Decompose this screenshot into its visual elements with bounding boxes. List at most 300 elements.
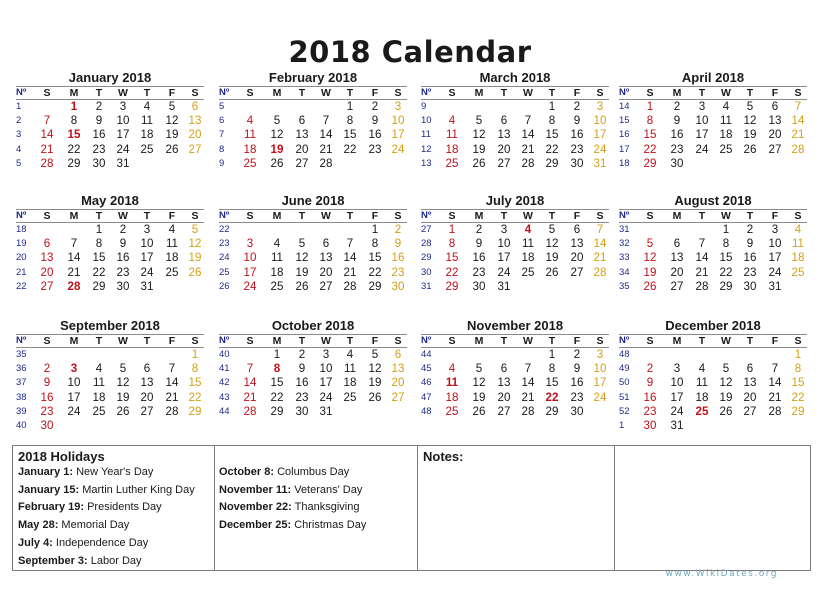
week-number: 52 bbox=[619, 405, 630, 417]
day-cell: 13 bbox=[497, 376, 511, 390]
weekday-header bbox=[16, 86, 204, 100]
day-cell: 9 bbox=[119, 237, 127, 251]
week-row bbox=[619, 376, 807, 390]
page-title: 2018 Calendar bbox=[288, 35, 532, 69]
notes-label: Notes: bbox=[423, 449, 464, 464]
day-cell: 16 bbox=[570, 128, 584, 142]
week-number: 31 bbox=[421, 280, 432, 292]
week-number: 27 bbox=[421, 224, 432, 235]
weekday-label: T bbox=[500, 87, 508, 99]
day-cell: 8 bbox=[548, 362, 556, 376]
day-cell: 28 bbox=[319, 156, 333, 170]
day-cell: 20 bbox=[570, 251, 584, 265]
day-cell: 22 bbox=[719, 265, 733, 279]
day-cell: 30 bbox=[391, 279, 405, 293]
day-cell: 20 bbox=[40, 265, 54, 279]
day-cell: 8 bbox=[191, 362, 199, 376]
weekday-label: S bbox=[43, 87, 51, 99]
day-cell: 17 bbox=[497, 251, 511, 265]
weekday-label: S bbox=[394, 87, 402, 99]
day-cell: 4 bbox=[95, 362, 103, 376]
day-cell: 18 bbox=[719, 128, 733, 142]
day-cell: 30 bbox=[570, 156, 584, 170]
day-cell: 7 bbox=[70, 237, 78, 251]
day-cell: 15 bbox=[67, 128, 81, 142]
week-row bbox=[16, 251, 204, 265]
day-cell: 2 bbox=[394, 223, 402, 236]
week-number: 4 bbox=[16, 143, 22, 155]
week-row bbox=[421, 376, 609, 390]
week-number: 5 bbox=[219, 101, 225, 112]
weekday-label: F bbox=[168, 87, 176, 99]
day-cell: 20 bbox=[497, 142, 511, 156]
holiday-name: Memorial Day bbox=[58, 519, 130, 532]
day-cell: 22 bbox=[545, 142, 559, 156]
week-number: 40 bbox=[16, 419, 27, 431]
day-cell: 13 bbox=[40, 251, 54, 265]
weekday-label: M bbox=[272, 87, 282, 99]
day-cell: 9 bbox=[673, 114, 681, 128]
weekday-label: S bbox=[191, 210, 199, 222]
week-number: 15 bbox=[619, 115, 630, 127]
day-cell: 1 bbox=[371, 223, 379, 236]
day-cell: 19 bbox=[545, 251, 559, 265]
day-cell: 5 bbox=[298, 237, 306, 251]
day-cell: 3 bbox=[322, 348, 330, 361]
weekday-label: S bbox=[646, 210, 654, 222]
day-cell: 13 bbox=[140, 376, 154, 390]
weekday-label: T bbox=[298, 87, 306, 99]
holiday-date: November 11: bbox=[219, 483, 292, 496]
day-cell: 14 bbox=[40, 128, 54, 142]
week-row bbox=[619, 266, 807, 280]
week-number-header: Nº bbox=[16, 87, 27, 98]
holiday-item bbox=[219, 484, 362, 496]
week-number: 5 bbox=[16, 157, 22, 169]
week-row bbox=[421, 405, 609, 419]
day-cell: 14 bbox=[343, 251, 357, 265]
week-number: 18 bbox=[16, 224, 27, 235]
day-cell: 27 bbox=[768, 142, 782, 156]
weekday-label: S bbox=[596, 335, 604, 347]
week-row bbox=[219, 405, 407, 419]
weekday-label: W bbox=[118, 210, 128, 222]
week-number-header: Nº bbox=[16, 335, 27, 346]
day-cell: 1 bbox=[794, 348, 802, 361]
week-row bbox=[421, 266, 609, 280]
holiday-item bbox=[18, 519, 129, 531]
week-number: 31 bbox=[619, 224, 630, 235]
day-cell: 31 bbox=[670, 418, 684, 432]
week-number: 29 bbox=[421, 252, 432, 264]
weekday-label: S bbox=[246, 335, 254, 347]
weekday-label: T bbox=[548, 210, 556, 222]
day-cell: 19 bbox=[270, 142, 284, 156]
day-cell: 2 bbox=[95, 100, 103, 113]
day-cell: 25 bbox=[719, 142, 733, 156]
day-cell: 4 bbox=[722, 100, 730, 113]
day-cell: 7 bbox=[322, 114, 330, 128]
day-cell: 11 bbox=[695, 376, 709, 390]
day-cell: 16 bbox=[670, 128, 684, 142]
day-cell: 8 bbox=[273, 362, 281, 376]
day-cell: 7 bbox=[524, 362, 532, 376]
weekday-header bbox=[421, 334, 609, 348]
day-cell: 24 bbox=[670, 404, 684, 418]
day-cell: 8 bbox=[722, 237, 730, 251]
day-cell: 2 bbox=[746, 223, 754, 236]
day-cell: 10 bbox=[768, 237, 782, 251]
day-cell: 29 bbox=[445, 279, 459, 293]
weekday-header bbox=[219, 334, 407, 348]
day-cell: 2 bbox=[673, 100, 681, 113]
day-cell: 23 bbox=[570, 390, 584, 404]
week-row bbox=[16, 114, 204, 128]
day-cell: 21 bbox=[40, 142, 54, 156]
day-cell: 18 bbox=[243, 142, 257, 156]
day-cell: 20 bbox=[768, 128, 782, 142]
weekday-label: T bbox=[95, 335, 103, 347]
day-cell: 1 bbox=[722, 223, 730, 236]
day-cell: 31 bbox=[116, 156, 130, 170]
day-cell: 23 bbox=[743, 265, 757, 279]
weekday-header bbox=[619, 334, 807, 348]
day-cell: 4 bbox=[168, 223, 176, 236]
week-number: 24 bbox=[219, 252, 230, 264]
weekday-label: T bbox=[143, 335, 151, 347]
holiday-name: Veterans' Day bbox=[291, 483, 363, 496]
day-cell: 12 bbox=[188, 237, 202, 251]
day-cell: 9 bbox=[573, 114, 581, 128]
month-7 bbox=[619, 194, 807, 294]
day-cell: 28 bbox=[791, 142, 805, 156]
holiday-name: Columbus Day bbox=[274, 466, 350, 478]
day-cell: 11 bbox=[92, 376, 106, 390]
day-cell: 14 bbox=[319, 128, 333, 142]
month-name: April 2018 bbox=[681, 70, 745, 85]
week-number: 26 bbox=[219, 280, 230, 292]
day-cell: 28 bbox=[343, 279, 357, 293]
week-number: 23 bbox=[219, 238, 230, 250]
weekday-label: S bbox=[646, 87, 654, 99]
day-cell: 9 bbox=[298, 362, 306, 376]
weekday-label: S bbox=[394, 210, 402, 222]
month-name: July 2018 bbox=[485, 193, 545, 208]
day-cell: 22 bbox=[545, 390, 559, 404]
day-cell: 23 bbox=[391, 265, 405, 279]
day-cell: 3 bbox=[500, 223, 508, 236]
week-row bbox=[16, 391, 204, 405]
day-cell: 28 bbox=[40, 156, 54, 170]
day-cell: 12 bbox=[545, 237, 559, 251]
day-cell: 16 bbox=[472, 251, 486, 265]
day-cell: 11 bbox=[791, 237, 805, 251]
day-cell: 17 bbox=[695, 128, 709, 142]
day-cell: 20 bbox=[670, 265, 684, 279]
day-cell: 16 bbox=[295, 376, 309, 390]
week-number: 50 bbox=[619, 377, 630, 389]
week-row bbox=[619, 405, 807, 419]
day-cell: 31 bbox=[593, 156, 607, 170]
day-cell: 12 bbox=[719, 376, 733, 390]
week-number: 48 bbox=[619, 349, 630, 360]
day-cell: 10 bbox=[140, 237, 154, 251]
month-5 bbox=[219, 194, 407, 294]
week-row bbox=[219, 280, 407, 294]
day-cell: 30 bbox=[40, 418, 54, 432]
day-cell: 5 bbox=[746, 100, 754, 113]
week-row bbox=[619, 362, 807, 376]
day-cell: 10 bbox=[695, 114, 709, 128]
weekday-label: S bbox=[794, 335, 802, 347]
day-cell: 21 bbox=[165, 390, 179, 404]
week-row bbox=[619, 251, 807, 265]
week-row bbox=[16, 405, 204, 419]
day-cell: 29 bbox=[643, 156, 657, 170]
month-name: December 2018 bbox=[665, 318, 761, 333]
weekday-label: T bbox=[500, 335, 508, 347]
holiday-item bbox=[18, 537, 148, 549]
day-cell: 27 bbox=[391, 390, 405, 404]
weekday-label: W bbox=[523, 335, 533, 347]
day-cell: 6 bbox=[746, 362, 754, 376]
day-cell: 11 bbox=[165, 237, 179, 251]
weekday-label: M bbox=[69, 335, 79, 347]
week-row bbox=[421, 128, 609, 142]
weekday-label: M bbox=[672, 87, 682, 99]
day-cell: 26 bbox=[472, 404, 486, 418]
day-cell: 21 bbox=[521, 390, 535, 404]
day-cell: 8 bbox=[548, 114, 556, 128]
day-cell: 1 bbox=[548, 348, 556, 361]
day-cell: 4 bbox=[273, 237, 281, 251]
day-cell: 2 bbox=[298, 348, 306, 361]
day-cell: 29 bbox=[188, 404, 202, 418]
month-name: February 2018 bbox=[268, 70, 358, 85]
day-cell: 25 bbox=[521, 265, 535, 279]
week-row bbox=[16, 376, 204, 390]
day-cell: 7 bbox=[524, 114, 532, 128]
day-cell: 25 bbox=[791, 265, 805, 279]
day-cell: 4 bbox=[143, 100, 151, 113]
day-cell: 29 bbox=[368, 279, 382, 293]
holiday-date: January 15: bbox=[18, 483, 80, 496]
holiday-item bbox=[219, 519, 366, 531]
day-cell: 5 bbox=[119, 362, 127, 376]
holiday-name: Independence Day bbox=[52, 536, 149, 549]
day-cell: 11 bbox=[270, 251, 284, 265]
weekday-label: M bbox=[672, 210, 682, 222]
day-cell: 19 bbox=[643, 265, 657, 279]
day-cell: 26 bbox=[270, 156, 284, 170]
week-row bbox=[219, 128, 407, 142]
week-number: 49 bbox=[619, 363, 630, 375]
day-cell: 5 bbox=[475, 362, 483, 376]
day-cell: 30 bbox=[472, 279, 486, 293]
day-cell: 17 bbox=[140, 251, 154, 265]
week-number: 43 bbox=[219, 391, 230, 403]
day-cell: 30 bbox=[116, 279, 130, 293]
day-cell: 28 bbox=[695, 279, 709, 293]
day-cell: 13 bbox=[768, 114, 782, 128]
day-cell: 15 bbox=[368, 251, 382, 265]
day-cell: 26 bbox=[368, 390, 382, 404]
week-number: 39 bbox=[16, 405, 27, 417]
day-cell: 14 bbox=[768, 376, 782, 390]
week-row bbox=[421, 143, 609, 157]
day-cell: 28 bbox=[521, 156, 535, 170]
weekday-label: S bbox=[596, 210, 604, 222]
weekday-label: S bbox=[794, 87, 802, 99]
day-cell: 3 bbox=[70, 362, 78, 376]
day-cell: 13 bbox=[497, 128, 511, 142]
week-row bbox=[219, 251, 407, 265]
day-cell: 30 bbox=[743, 279, 757, 293]
day-cell: 26 bbox=[295, 279, 309, 293]
day-cell: 12 bbox=[643, 251, 657, 265]
day-cell: 19 bbox=[743, 128, 757, 142]
day-cell: 2 bbox=[371, 100, 379, 113]
notes-column bbox=[417, 446, 615, 570]
weekday-label: F bbox=[168, 335, 176, 347]
day-cell: 7 bbox=[794, 100, 802, 113]
day-cell: 28 bbox=[243, 404, 257, 418]
day-cell: 24 bbox=[243, 279, 257, 293]
day-cell: 29 bbox=[791, 404, 805, 418]
week-row bbox=[16, 223, 204, 237]
day-cell: 23 bbox=[670, 142, 684, 156]
day-cell: 21 bbox=[521, 142, 535, 156]
day-cell: 5 bbox=[475, 114, 483, 128]
day-cell: 14 bbox=[593, 237, 607, 251]
day-cell: 5 bbox=[646, 237, 654, 251]
holiday-item bbox=[18, 466, 153, 478]
week-row bbox=[421, 100, 609, 114]
week-number-header: Nº bbox=[421, 210, 432, 221]
day-cell: 27 bbox=[319, 279, 333, 293]
day-cell: 14 bbox=[695, 251, 709, 265]
day-cell: 26 bbox=[188, 265, 202, 279]
day-cell: 19 bbox=[295, 265, 309, 279]
day-cell: 24 bbox=[593, 142, 607, 156]
day-cell: 12 bbox=[116, 376, 130, 390]
weekday-label: F bbox=[168, 210, 176, 222]
day-cell: 4 bbox=[448, 362, 456, 376]
day-cell: 6 bbox=[322, 237, 330, 251]
week-number: 47 bbox=[421, 391, 432, 403]
weekday-label: S bbox=[448, 335, 456, 347]
week-number: 1 bbox=[619, 419, 625, 431]
day-cell: 20 bbox=[743, 390, 757, 404]
day-cell: 22 bbox=[188, 390, 202, 404]
day-cell: 27 bbox=[188, 142, 202, 156]
day-cell: 28 bbox=[165, 404, 179, 418]
week-number: 32 bbox=[619, 238, 630, 250]
day-cell: 20 bbox=[140, 390, 154, 404]
day-cell: 14 bbox=[243, 376, 257, 390]
week-number-header: Nº bbox=[219, 335, 230, 346]
week-number: 51 bbox=[619, 391, 630, 403]
weekday-header bbox=[219, 86, 407, 100]
day-cell: 20 bbox=[188, 128, 202, 142]
day-cell: 18 bbox=[521, 251, 535, 265]
holiday-name: New Year's Day bbox=[73, 466, 154, 478]
day-cell: 25 bbox=[92, 404, 106, 418]
day-cell: 20 bbox=[295, 142, 309, 156]
week-row bbox=[219, 391, 407, 405]
day-cell: 11 bbox=[343, 362, 357, 376]
day-cell: 26 bbox=[472, 156, 486, 170]
week-number: 11 bbox=[421, 129, 431, 141]
week-row bbox=[16, 419, 204, 433]
week-row bbox=[421, 280, 609, 294]
week-row bbox=[219, 157, 407, 171]
week-number-header: Nº bbox=[421, 87, 432, 98]
weekday-label: T bbox=[143, 210, 151, 222]
holiday-date: July 4: bbox=[18, 536, 53, 549]
day-cell: 9 bbox=[646, 376, 654, 390]
day-cell: 6 bbox=[191, 100, 199, 113]
day-cell: 12 bbox=[295, 251, 309, 265]
weekday-label: W bbox=[321, 210, 331, 222]
week-number: 22 bbox=[16, 280, 27, 292]
day-cell: 1 bbox=[646, 100, 654, 113]
month-11 bbox=[619, 319, 807, 433]
week-row bbox=[619, 157, 807, 171]
day-cell: 16 bbox=[116, 251, 130, 265]
day-cell: 2 bbox=[573, 348, 581, 361]
weekday-label: T bbox=[746, 87, 754, 99]
day-cell: 21 bbox=[695, 265, 709, 279]
day-cell: 11 bbox=[445, 376, 459, 390]
week-row bbox=[619, 348, 807, 362]
day-cell: 16 bbox=[743, 251, 757, 265]
day-cell: 3 bbox=[394, 100, 402, 113]
weekday-header bbox=[619, 209, 807, 223]
weekday-label: S bbox=[43, 210, 51, 222]
week-number: 18 bbox=[619, 157, 630, 169]
day-cell: 10 bbox=[243, 251, 257, 265]
weekday-header bbox=[619, 86, 807, 100]
day-cell: 26 bbox=[545, 265, 559, 279]
day-cell: 6 bbox=[43, 237, 51, 251]
day-cell: 6 bbox=[143, 362, 151, 376]
weekday-label: T bbox=[298, 335, 306, 347]
day-cell: 24 bbox=[140, 265, 154, 279]
day-cell: 21 bbox=[67, 265, 81, 279]
weekday-label: W bbox=[523, 87, 533, 99]
day-cell: 27 bbox=[670, 279, 684, 293]
day-cell: 8 bbox=[95, 237, 103, 251]
day-cell: 29 bbox=[719, 279, 733, 293]
weekday-label: M bbox=[272, 210, 282, 222]
week-row bbox=[619, 391, 807, 405]
day-cell: 5 bbox=[273, 114, 281, 128]
weekday-label: T bbox=[95, 210, 103, 222]
day-cell: 12 bbox=[472, 376, 486, 390]
month-6 bbox=[421, 194, 609, 294]
day-cell: 12 bbox=[368, 362, 382, 376]
day-cell: 12 bbox=[472, 128, 486, 142]
day-cell: 9 bbox=[371, 114, 379, 128]
day-cell: 10 bbox=[497, 237, 511, 251]
holiday-date: February 19: bbox=[18, 501, 85, 514]
weekday-label: T bbox=[95, 87, 103, 99]
month-name: November 2018 bbox=[466, 318, 564, 333]
week-row bbox=[16, 348, 204, 362]
weekday-label: M bbox=[69, 210, 79, 222]
day-cell: 24 bbox=[67, 404, 81, 418]
